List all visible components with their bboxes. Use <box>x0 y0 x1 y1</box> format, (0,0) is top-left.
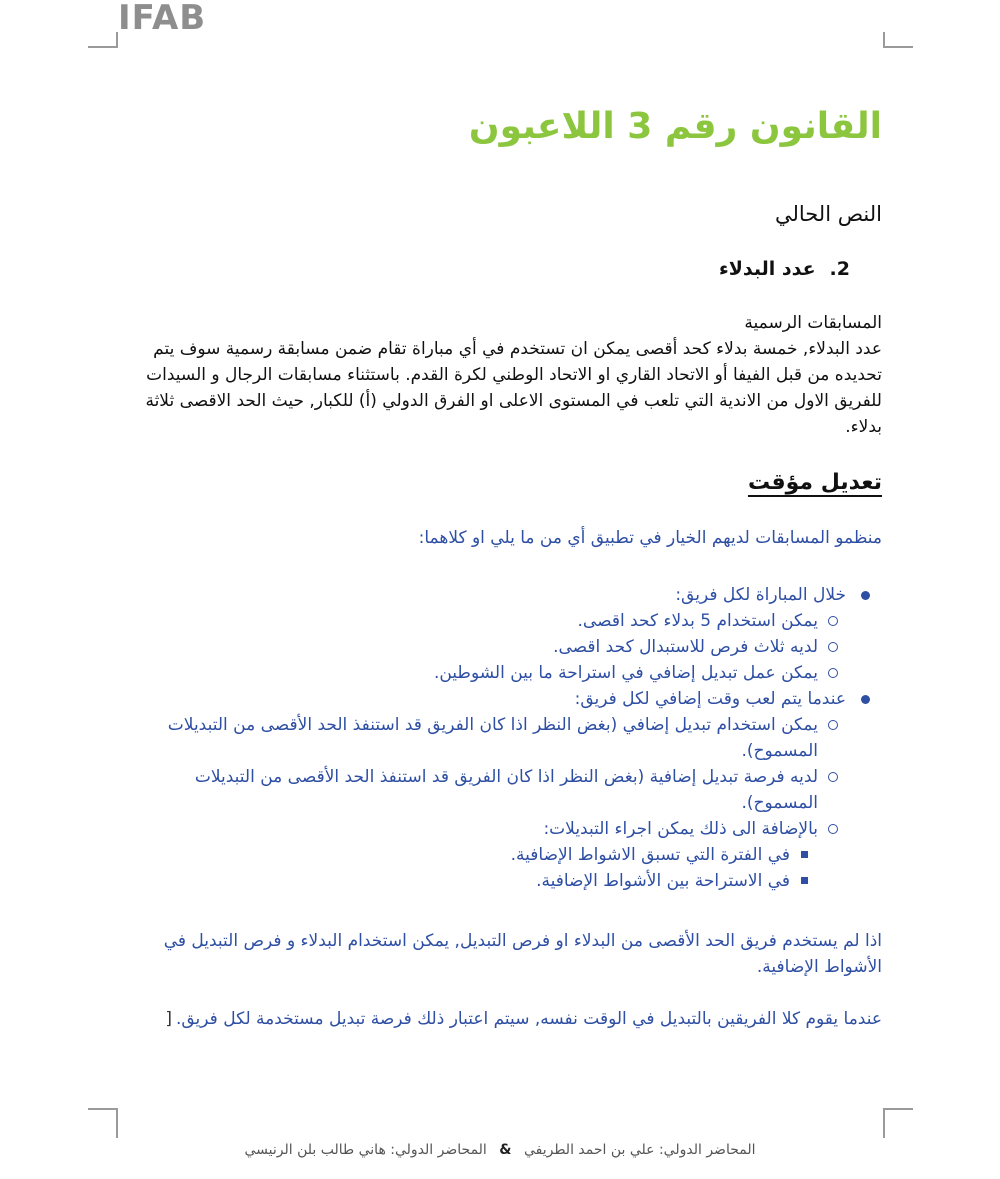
list-group-extra-time: عندما يتم لعب وقت إضافي لكل فريق: <box>122 686 882 712</box>
corner-mark-bottom-left <box>88 1108 118 1138</box>
page-title: القانون رقم 3 اللاعبون <box>468 106 882 147</box>
list-item: لديه فرصة تبديل إضافية (بغض النظر اذا كان الفريق قد استنفذ الحد الأقصى من التبديلات المسموح). <box>122 764 882 816</box>
corner-mark-top-left <box>88 32 118 48</box>
list-item: يمكن عمل تبديل إضافي في استراحة ما بين الشوطين. <box>122 660 882 686</box>
amendment-list <box>122 582 882 894</box>
paragraph-simultaneous-text: عندما يقوم كلا الفريقين بالتبديل في الوقت نفسه, سيتم اعتبار ذلك فرصة تبديل مستخدمة لكل فريق. <box>175 1009 882 1029</box>
footer-separator: & <box>499 1142 512 1158</box>
amendment-heading: تعديل مؤقت <box>747 470 882 495</box>
list-group-during-match: خلال المباراة لكل فريق: <box>122 582 882 608</box>
corner-mark-top-right <box>883 32 913 48</box>
footer-lecturer-2: المحاضر الدولي: هاني طالب بلن الرنيسي <box>244 1142 487 1158</box>
corner-mark-bottom-right <box>883 1108 913 1138</box>
amendment-intro: منظمو المسابقات لديهم الخيار في تطبيق أي من ما يلي او كلاهما: <box>418 528 882 548</box>
bracket-mark: [ <box>165 1009 172 1029</box>
paragraph-simultaneous-substitution <box>122 1006 882 1032</box>
footer <box>0 1142 1000 1158</box>
list-item: يمكن استخدام تبديل إضافي (بغض النظر اذا كان الفريق قد استنفذ الحد الأقصى من التبديلات المسموح). <box>122 712 882 764</box>
list-item: بالإضافة الى ذلك يمكن اجراء التبديلات: <box>122 816 882 842</box>
section-title: عدد البدلاء <box>718 258 816 280</box>
paragraph-unused-substitutes: اذا لم يستخدم فريق الحد الأقصى من البدلاء او فرص التبديل, يمكن استخدام البدلاء و فرص التبديل في الأشواط الإضافية. <box>163 931 882 977</box>
list-subitem: في الفترة التي تسبق الاشواط الإضافية. <box>122 842 882 868</box>
list-item: يمكن استخدام 5 بدلاء كحد اقصى. <box>122 608 882 634</box>
list-item: لديه ثلاث فرص للاستبدال كحد اقصى. <box>122 634 882 660</box>
footer-lecturer-1: المحاضر الدولي: علي بن احمد الطريفي <box>523 1142 756 1158</box>
current-text-block <box>112 310 882 440</box>
current-text-label: النص الحالي <box>774 202 882 226</box>
section-number: 2. <box>829 258 850 280</box>
current-paragraph: عدد البدلاء, خمسة بدلاء كحد أقصى يمكن ان تستخدم في أي مباراة تقام ضمن مسابقة رسمية سوف يتم تحديده من قبل الفيفا أو الاتحاد القاري او الاتحاد الوطني لكرة القدم. باستثناء مسابقات الرجال و السيدات للفريق الاول من الاندية التي تلعب في المستوى الاعلى او الفرق الدولي (أ) للكبار, حيث الحد الاقصى ثلاثة بدلاء. <box>145 339 882 437</box>
ifab-logo: IFAB <box>118 0 207 38</box>
competitions-label: المسابقات الرسمية <box>744 313 882 333</box>
list-subitem: في الاستراحة بين الأشواط الإضافية. <box>122 868 882 894</box>
section-heading <box>719 258 850 280</box>
